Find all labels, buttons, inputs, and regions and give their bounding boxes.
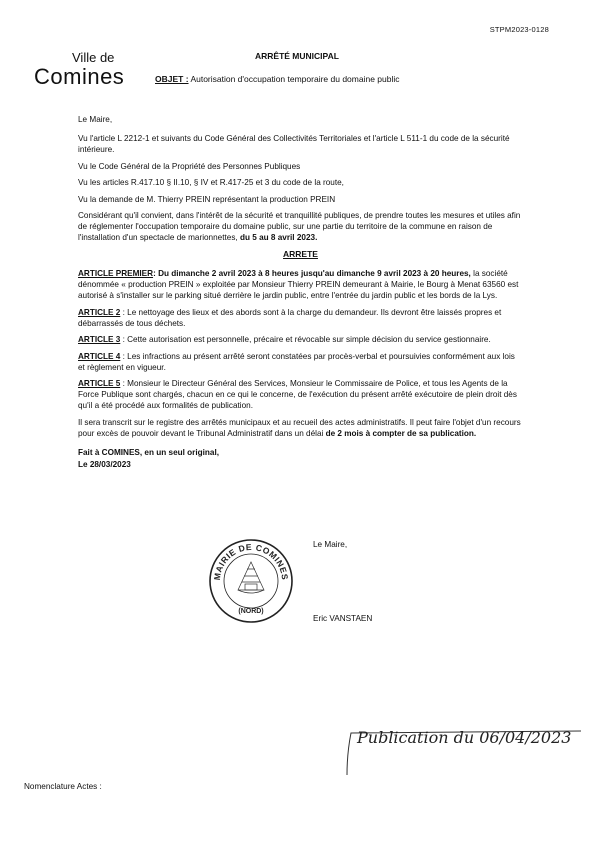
publication-handwritten: Publication du 06/04/2023: [357, 728, 572, 747]
article-premier: [78, 268, 523, 301]
vu-paragraph-3: Vu les articles R.417.10 § II.10, § IV et R.417-25 et 3 du code de la route,: [78, 178, 344, 187]
article-4-label: ARTICLE 4: [78, 351, 121, 361]
article-3: [78, 334, 523, 345]
article-3-label: ARTICLE 3: [78, 335, 121, 344]
article-premier-text: la société dénommée « production PREIN » exploitée par Monsieur Thierry PREIN demeurant à Mairie, le Bourg à Menat 63560 est autorisé à s'installer sur le parking situé derrière le jardin public, entre l'entrée du jardin public et les bords de la Lys.: [78, 269, 519, 300]
objet-text: Autorisation d'occupation temporaire du domaine public: [190, 74, 400, 84]
considerant-dates: du 5 au 8 avril 2023.: [239, 233, 318, 242]
article-premier-dates: : Du dimanche 2 avril 2023 à 8 heures jusqu'au dimanche 9 avril 2023 à 20 heures,: [153, 269, 471, 278]
article-2-label: ARTICLE 2: [78, 307, 121, 317]
article-2-text: : Le nettoyage des lieux et des abords sont à la charge du demandeur. Ils devront être laissés propres et débarrassés de tous déchets.: [78, 307, 502, 328]
transcription-delay: de 2 mois à compter de sa publication.: [325, 428, 477, 438]
article-2: [78, 307, 523, 329]
article-4-text: : Les infractions au présent arrêté seront constatées par procès-verbal et poursuivies conformément aux lois et règlement en vigueur.: [78, 351, 515, 372]
svg-text:(NORD): (NORD): [238, 608, 264, 615]
document-body: [78, 114, 523, 475]
article-5-label: ARTICLE 5: [78, 379, 121, 388]
maire-line: Le Maire,: [78, 115, 113, 124]
article-3-text: : Cette autorisation est personnelle, précaire et révocable sur simple décision du service gestionnaire.: [120, 335, 491, 344]
objet-label: OBJET :: [155, 74, 189, 84]
transcription-paragraph: [78, 417, 523, 439]
article-premier-label: ARTICLE PREMIER: [78, 269, 154, 278]
considerant-text: Considérant qu'il convient, dans l'intérêt de la sécurité et tranquillité publiques, de prendre toutes les mesures et utiles afin de réglementer l'occupation temporaire du domaine public, sur une partie du territoire de la commune en raison de l'installation d'un spectacle de marionnettes,: [78, 211, 521, 242]
svg-text:MAIRIE DE COMINES: MAIRIE DE COMINES: [211, 541, 291, 581]
article-4: [78, 351, 523, 373]
vu-paragraph-1: Vu l'article L 2212-1 et suivants du Code Général des Collectivités Territoriales et l'article L 511-1 du code de la sécurité intérieure.: [78, 134, 510, 154]
signer-name: Eric VANSTAEN: [313, 614, 373, 623]
mairie-seal-stamp: [208, 538, 294, 624]
logo-ville-de: Ville de: [72, 50, 115, 65]
logo-comines: Comines: [34, 64, 125, 89]
document-title: ARRÊTÉ MUNICIPAL: [255, 51, 339, 61]
reference-number: STPM2023-0128: [489, 25, 549, 34]
date-line: Le 28/03/2023: [78, 459, 131, 469]
vu-paragraph-4: Vu la demande de M. Thierry PREIN représentant la production PREIN: [78, 194, 336, 204]
nomenclature-label: Nomenclature Actes :: [24, 782, 102, 791]
signature-title: Le Maire,: [313, 540, 348, 549]
article-5-text: : Monsieur le Directeur Général des Services, Monsieur le Commissaire de Police, et tous les Agents de la Force Publique sont chargés, chacun en ce qui le concerne, de l'exécution du présent arrêté exécutoire de plein droit dès qu'il a été procédé aux formalités de publication.: [78, 379, 517, 410]
objet-line: [155, 74, 400, 84]
article-5: [78, 378, 523, 411]
arrete-heading: ARRETE: [283, 249, 318, 259]
transcription-text: Il sera transcrit sur le registre des arrêtés municipaux et au recueil des actes administratifs. Il peut faire l'objet d'un recours pour excès de pouvoir devant le Tribunal Administratif dans un délai: [78, 417, 521, 438]
fait-a-line: Fait à COMINES, en un seul original,: [78, 447, 220, 457]
vu-paragraph-2: Vu le Code Général de la Propriété des Personnes Publiques: [78, 161, 301, 171]
considerant-paragraph: [78, 210, 523, 243]
